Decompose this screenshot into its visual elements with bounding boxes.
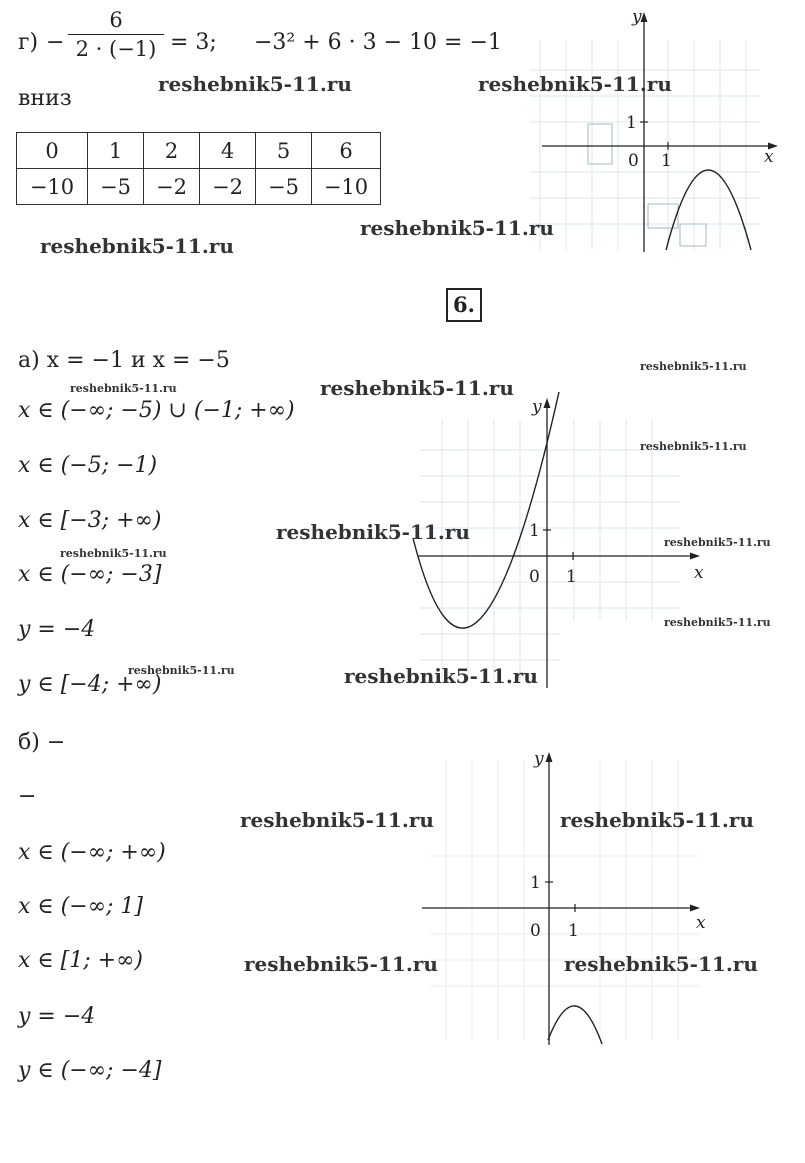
part-g-expression: −3² + 6 · 3 − 10 = −1 (254, 30, 502, 55)
part-a-line: x ∈ [−3; +∞) (18, 508, 162, 533)
watermark: reshebnik5-11.ru (240, 808, 434, 832)
graph-b-parabola (548, 1006, 602, 1044)
part-b-line: б) − (18, 730, 66, 755)
watermark: reshebnik5-11.ru (244, 952, 438, 976)
part-g-direction: вниз (18, 86, 72, 111)
part-g-minus: − (46, 30, 65, 55)
graph-b-y-arrow (546, 752, 553, 762)
table-cell: −2 (144, 169, 200, 205)
graph-a-label-zero: 0 (529, 567, 540, 587)
table-cell: 1 (88, 133, 144, 169)
table-cell: −10 (17, 169, 88, 205)
part-g-label: г) (18, 30, 39, 55)
watermark: reshebnik5-11.ru (344, 664, 538, 688)
graph-b-grid (430, 760, 700, 1040)
part-b-line: − (18, 784, 37, 809)
graph-b-label-x: x (696, 913, 706, 933)
part-a-line: а) x = −1 и x = −5 (18, 348, 230, 373)
table-cell: −5 (256, 169, 312, 205)
fraction-numerator: 6 (109, 8, 123, 32)
watermark: reshebnik5-11.ru (70, 382, 177, 395)
graph-b-label-y: y (534, 749, 544, 769)
graph-b-label-one-y: 1 (530, 873, 541, 893)
watermark: reshebnik5-11.ru (360, 216, 554, 240)
fraction-denominator: 2 · (−1) (75, 37, 157, 61)
graph-a-label-x: x (694, 563, 704, 583)
part-a-line: y ∈ [−4; +∞) (18, 672, 162, 697)
graph-g-label-y: y (632, 7, 642, 27)
section-number: 6. (446, 288, 482, 322)
graph-g-label-zero: 0 (628, 151, 639, 171)
graph-b-label-one-x: 1 (568, 921, 579, 941)
part-b-line: x ∈ (−∞; 1] (18, 894, 144, 919)
part-b-line: x ∈ [1; +∞) (18, 948, 144, 973)
table-cell: 5 (256, 133, 312, 169)
watermark: reshebnik5-11.ru (640, 440, 747, 453)
part-b-line: x ∈ (−∞; +∞) (18, 840, 166, 865)
part-b-line: y = −4 (18, 1004, 96, 1029)
watermark: reshebnik5-11.ru (564, 952, 758, 976)
graph-g-label-one-y: 1 (626, 113, 637, 133)
graph-b-x-arrow (690, 905, 700, 912)
watermark: reshebnik5-11.ru (276, 520, 470, 544)
table-cell: 6 (312, 133, 381, 169)
part-b-line: y ∈ (−∞; −4] (18, 1058, 162, 1083)
graph-g-label-x: x (764, 147, 774, 167)
watermark: reshebnik5-11.ru (40, 234, 234, 258)
part-g-result: = 3; (170, 30, 217, 55)
table-cell: 4 (200, 133, 256, 169)
table-cell: 0 (17, 133, 88, 169)
graph-g-label-one-x: 1 (661, 151, 672, 171)
table-cell: −5 (88, 169, 144, 205)
graph-a-label-one-x: 1 (566, 567, 577, 587)
table-cell: −2 (200, 169, 256, 205)
watermark: reshebnik5-11.ru (128, 664, 235, 677)
table-cell: 2 (144, 133, 200, 169)
watermark: reshebnik5-11.ru (158, 72, 352, 96)
watermark: reshebnik5-11.ru (640, 360, 747, 373)
part-a-line: x ∈ (−∞; −5) ∪ (−1; +∞) (18, 398, 295, 423)
part-a-line: y = −4 (18, 617, 96, 642)
watermark: reshebnik5-11.ru (478, 72, 672, 96)
graph-b-label-zero: 0 (530, 921, 541, 941)
graph-a-label-one-y: 1 (529, 521, 540, 541)
watermark: reshebnik5-11.ru (320, 376, 514, 400)
table-cell: −10 (312, 169, 381, 205)
watermark: reshebnik5-11.ru (664, 536, 771, 549)
part-a-line: x ∈ (−∞; −3] (18, 562, 162, 587)
watermark: reshebnik5-11.ru (664, 616, 771, 629)
watermark: reshebnik5-11.ru (60, 547, 167, 560)
watermark: reshebnik5-11.ru (560, 808, 754, 832)
part-a-line: x ∈ (−5; −1) (18, 453, 158, 478)
graph-a-label-y: y (532, 397, 542, 417)
